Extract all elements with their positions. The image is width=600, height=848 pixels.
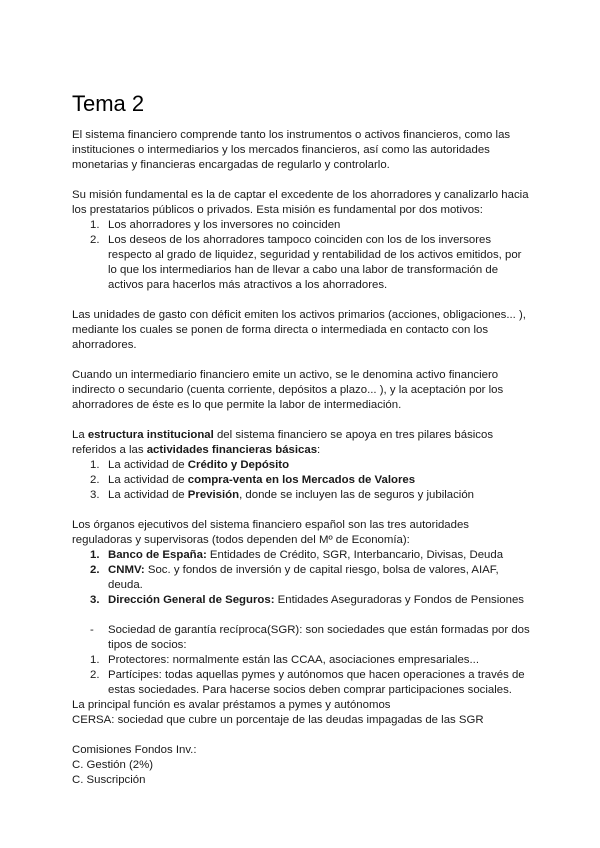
commission-item: C. Suscripción [72,774,146,786]
list-number: 2. [90,474,100,486]
paragraph-structure: La estructura institucional del sistema financiero se apoya en tres pilares básicos referidos a las actividades financieras básicas: [72,429,494,456]
list-item [72,233,532,293]
paragraph-intermediary: Cuando un intermediario financiero emite un activo, se le denomina activo financiero indirecto o secundario (cuenta corriente, depósitos a plazo... ), y la aceptación por los ahorradores de éste es lo que permite la labor de intermediación. [72,369,504,411]
bold-term: Banco de España: [108,549,207,561]
list-number: 1. [90,459,100,471]
list-item: 1. La actividad de Crédito y Depósito [90,459,290,471]
list-number: 1. [90,219,100,231]
paragraph-intro: El sistema financiero comprende tanto los instrumentos o activos financieros, como las instituciones o intermediarios y los mercados financieros, así como las autoridades monetarias y financieras encargadas de regularlo y controlarlo. [72,129,511,171]
list-item-text: Partícipes: todas aquellas pymes y autónomos que hacen operaciones a través de estas sociedades. Para hacerse socios deben comprar participaciones sociales. [108,669,525,696]
authorities-list [72,548,532,608]
bold-term: Dirección General de Seguros: [108,594,275,606]
list-item [72,653,532,668]
list-item: 3. Dirección General de Seguros: Entidades Aseguradoras y Fondos de Pensiones [90,594,524,606]
document-body [72,90,532,788]
list-item: 1. Banco de España: Entidades de Crédito, SGR, Interbancario, Divisas, Deuda [90,549,504,561]
sgr-list [72,623,532,653]
bold-term: estructura institucional [87,429,214,441]
list-number: 3. [90,489,100,501]
list-number: 1. [90,654,100,666]
list-item-text: Sociedad de garantía recíproca(SGR): son sociedades que están formadas por dos tipos de socios: [108,624,530,651]
list-item: 3. La actividad de Previsión, donde se incluyen las de seguros y jubilación [90,489,474,501]
bold-term: actividades financieras básicas [146,444,318,456]
paragraph-deficit-units: Las unidades de gasto con déficit emiten los activos primarios (acciones, obligaciones... ), mediante los cuales se ponen de forma directa o intermediada en contacto con los ahorradores. [72,309,526,351]
motives-list [72,218,532,293]
commissions-heading: Comisiones Fondos Inv.: [72,744,197,756]
list-item: 2. CNMV: Soc. y fondos de inversión y de capital riesgo, bolsa de valores, AIAF, deuda. [90,564,499,591]
page-title: Tema 2 [72,91,145,116]
commission-item: C. Gestión (2%) [72,759,154,771]
list-item-text: Protectores: normalmente están las CCAA, asociaciones empresariales... [108,654,479,666]
dash-bullet: - [90,624,94,636]
list-number: 1. [90,549,100,561]
list-item [72,623,532,653]
list-item-text: Los deseos de los ahorradores tampoco coinciden con los de los inversores respecto al grado de liquidez, seguridad y rentabilidad de los activos emitidos, por lo que los intermediarios han de llevar a cabo una labor de transformación de activos para hacerlos más atractivos a los ahorradores. [108,234,522,291]
list-number: 2. [90,564,100,576]
line-main-function: La principal función es avalar préstamos a pymes y autónomos [72,699,391,711]
bold-term: Previsión [187,489,240,501]
line-cersa: CERSA: sociedad que cubre un porcentaje de las deudas impagadas de las SGR [72,714,484,726]
list-number: 2. [90,669,100,681]
list-item [72,668,532,698]
list-number: 2. [90,234,100,246]
list-number: 3. [90,594,100,606]
activities-list [72,458,532,503]
partners-list [72,653,532,698]
list-item-text: Los ahorradores y los inversores no coinciden [108,219,341,231]
bold-term: compra-venta en los Mercados de Valores [187,474,416,486]
bold-term: Crédito y Depósito [187,459,290,471]
list-item [72,218,532,233]
list-item: 2. La actividad de compra-venta en los Mercados de Valores [90,474,416,486]
bold-term: CNMV: [108,564,145,576]
paragraph-authorities: Los órganos ejecutivos del sistema financiero español son las tres autoridades reguladoras y supervisoras (todos dependen del Mº de Economía): [72,519,470,546]
paragraph-mission: Su misión fundamental es la de captar el excedente de los ahorradores y canalizarlo hacia los prestatarios públicos o privados. Esta misión es fundamental por dos motivos: [72,189,529,216]
